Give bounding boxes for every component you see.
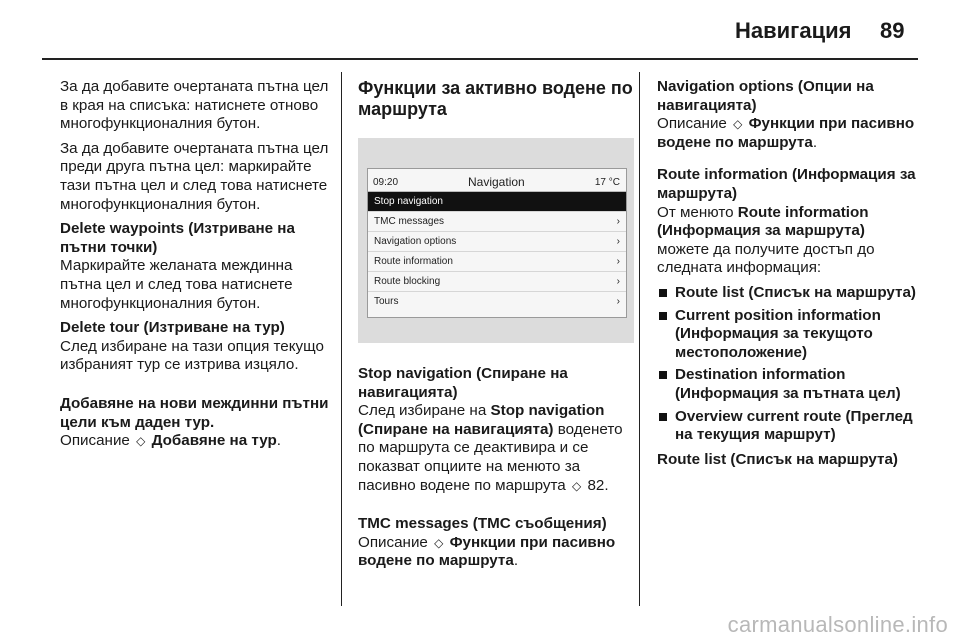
reference-arrow-icon: ◇ <box>733 117 743 132</box>
navigation-options-section <box>657 78 919 152</box>
menu-item-label: Route blocking <box>374 276 441 287</box>
route-info-list <box>657 284 919 445</box>
delete-tour-heading: Delete tour (Изтриване на тур) <box>60 319 285 337</box>
list-item-text: Destination information (Информация за пътната цел) <box>675 366 901 402</box>
add-waypoints-section <box>60 395 330 451</box>
chevron-right-icon: › <box>616 296 620 307</box>
menu-item-label: TMC messages <box>374 216 445 227</box>
navigation-options-heading: Navigation options (Опции на навигацията) <box>657 78 874 114</box>
delete-waypoints-heading: Delete waypoints (Изтриване на пътни точки) <box>60 220 295 256</box>
section-title: Функции за активно водене по маршрута <box>358 78 633 119</box>
description-label: Описание <box>657 115 727 133</box>
chevron-right-icon: › <box>616 236 620 247</box>
stop-text-bold: Stop navigation (Спиране на навигацията) <box>358 402 605 438</box>
bullet-square-icon <box>659 312 667 320</box>
watermark: carmanualsonline.info <box>727 612 948 637</box>
column-2 <box>358 78 634 577</box>
delete-waypoints-text: Маркирайте желаната междинна пътна цел и след това натиснете многофункционалния бутон. <box>60 257 293 312</box>
reference-arrow-icon: ◇ <box>136 434 146 449</box>
menu-item-stop-navigation <box>368 192 626 212</box>
stop-navigation-section <box>358 365 634 495</box>
menu-item-label: Navigation options <box>374 236 457 247</box>
tmc-messages-section <box>358 515 634 571</box>
menu-item-route-information <box>368 252 626 272</box>
paragraph: За да добавите очертаната пътна цел в края на списъка: натиснете отново многофункционалния бутон. <box>60 78 329 133</box>
column-1 <box>60 78 330 457</box>
add-waypoints-heading: Добавяне на нови междинни пътни цели към даден тур. <box>60 394 329 431</box>
list-item-text: Route list (Списък на маршрута) <box>675 283 916 301</box>
stop-navigation-heading: Stop navigation (Спиране на навигацията) <box>358 365 568 401</box>
screen-title: Navigation <box>468 175 525 189</box>
list-item-text: Current position information (Информация за текущото местоположение) <box>675 306 881 361</box>
page-reference[interactable]: 82. <box>587 476 609 494</box>
list-item <box>657 284 919 303</box>
route-info-bold: Route information (Информация за маршрута) <box>657 203 869 240</box>
delete-waypoints-section <box>60 220 330 313</box>
column-divider-1 <box>341 72 342 606</box>
menu-item-label: Stop navigation <box>374 196 443 207</box>
bullet-square-icon <box>659 371 667 379</box>
paragraph: За да добавите очертаната пътна цел преди друга пътна цел: маркирайте тази пътна цел и след това натиснете многофункционалния бутон. <box>60 139 329 213</box>
route-info-rest: можете да получите достъп до следната информация: <box>657 240 875 277</box>
punctuation: . <box>513 552 519 570</box>
menu-item-label: Route information <box>374 256 453 267</box>
navigation-screen-image <box>358 138 634 343</box>
bullet-square-icon <box>659 289 667 297</box>
header-rule <box>42 58 918 60</box>
menu-item-label: Tours <box>374 296 399 307</box>
screen-time: 09:20 <box>373 177 399 188</box>
header-title: Навигация <box>735 18 852 43</box>
list-item <box>657 307 919 363</box>
column-3 <box>657 78 919 475</box>
add-tour-link[interactable]: Добавяне на тур <box>151 432 277 450</box>
menu-item-route-blocking <box>368 272 626 292</box>
chevron-right-icon: › <box>616 216 620 227</box>
reference-arrow-icon: ◇ <box>572 478 582 493</box>
menu-item-tmc-messages <box>368 212 626 232</box>
screen-temperature: 17 °C <box>594 177 620 188</box>
menu-item-navigation-options <box>368 232 626 252</box>
description-label: Описание <box>358 533 428 551</box>
screen-header <box>368 169 626 192</box>
tmc-messages-heading: TMC messages (TMC съобщения) <box>358 515 607 533</box>
punctuation: . <box>812 133 818 151</box>
route-list-heading: Route list (Списък на маршрута) <box>657 450 898 468</box>
punctuation: . <box>276 432 281 450</box>
navigation-screen <box>367 168 627 318</box>
page-number: 89 <box>880 18 905 43</box>
menu-item-tours <box>368 292 626 311</box>
list-item <box>657 366 919 403</box>
delete-tour-section <box>60 319 330 375</box>
stop-text-rest: воденето по маршрута се деактивира и се показват опциите на менюто за пасивно водене по маршрута <box>358 420 623 494</box>
chevron-right-icon: › <box>616 256 620 267</box>
reference-arrow-icon: ◇ <box>434 535 444 550</box>
delete-tour-text: След избиране на тази опция текущо избраният тур се изтрива изцяло. <box>60 337 324 374</box>
column-divider-2 <box>639 72 640 606</box>
chevron-right-icon: › <box>616 276 620 287</box>
route-information-section <box>657 166 919 278</box>
stop-text-prefix: След избиране на <box>358 402 487 420</box>
passive-guidance-link[interactable]: Функции при пасивно водене по маршрута <box>657 115 915 151</box>
list-item <box>657 408 919 445</box>
list-item-text: Overview current route (Преглед на текущия маршрут) <box>675 407 913 444</box>
description-label: Описание <box>60 432 130 450</box>
bullet-square-icon <box>659 413 667 421</box>
passive-guidance-link[interactable]: Функции при пасивно водене по маршрута <box>358 533 616 570</box>
route-info-prefix: От менюто <box>657 203 734 221</box>
route-information-heading: Route information (Информация за маршрута) <box>657 166 916 202</box>
